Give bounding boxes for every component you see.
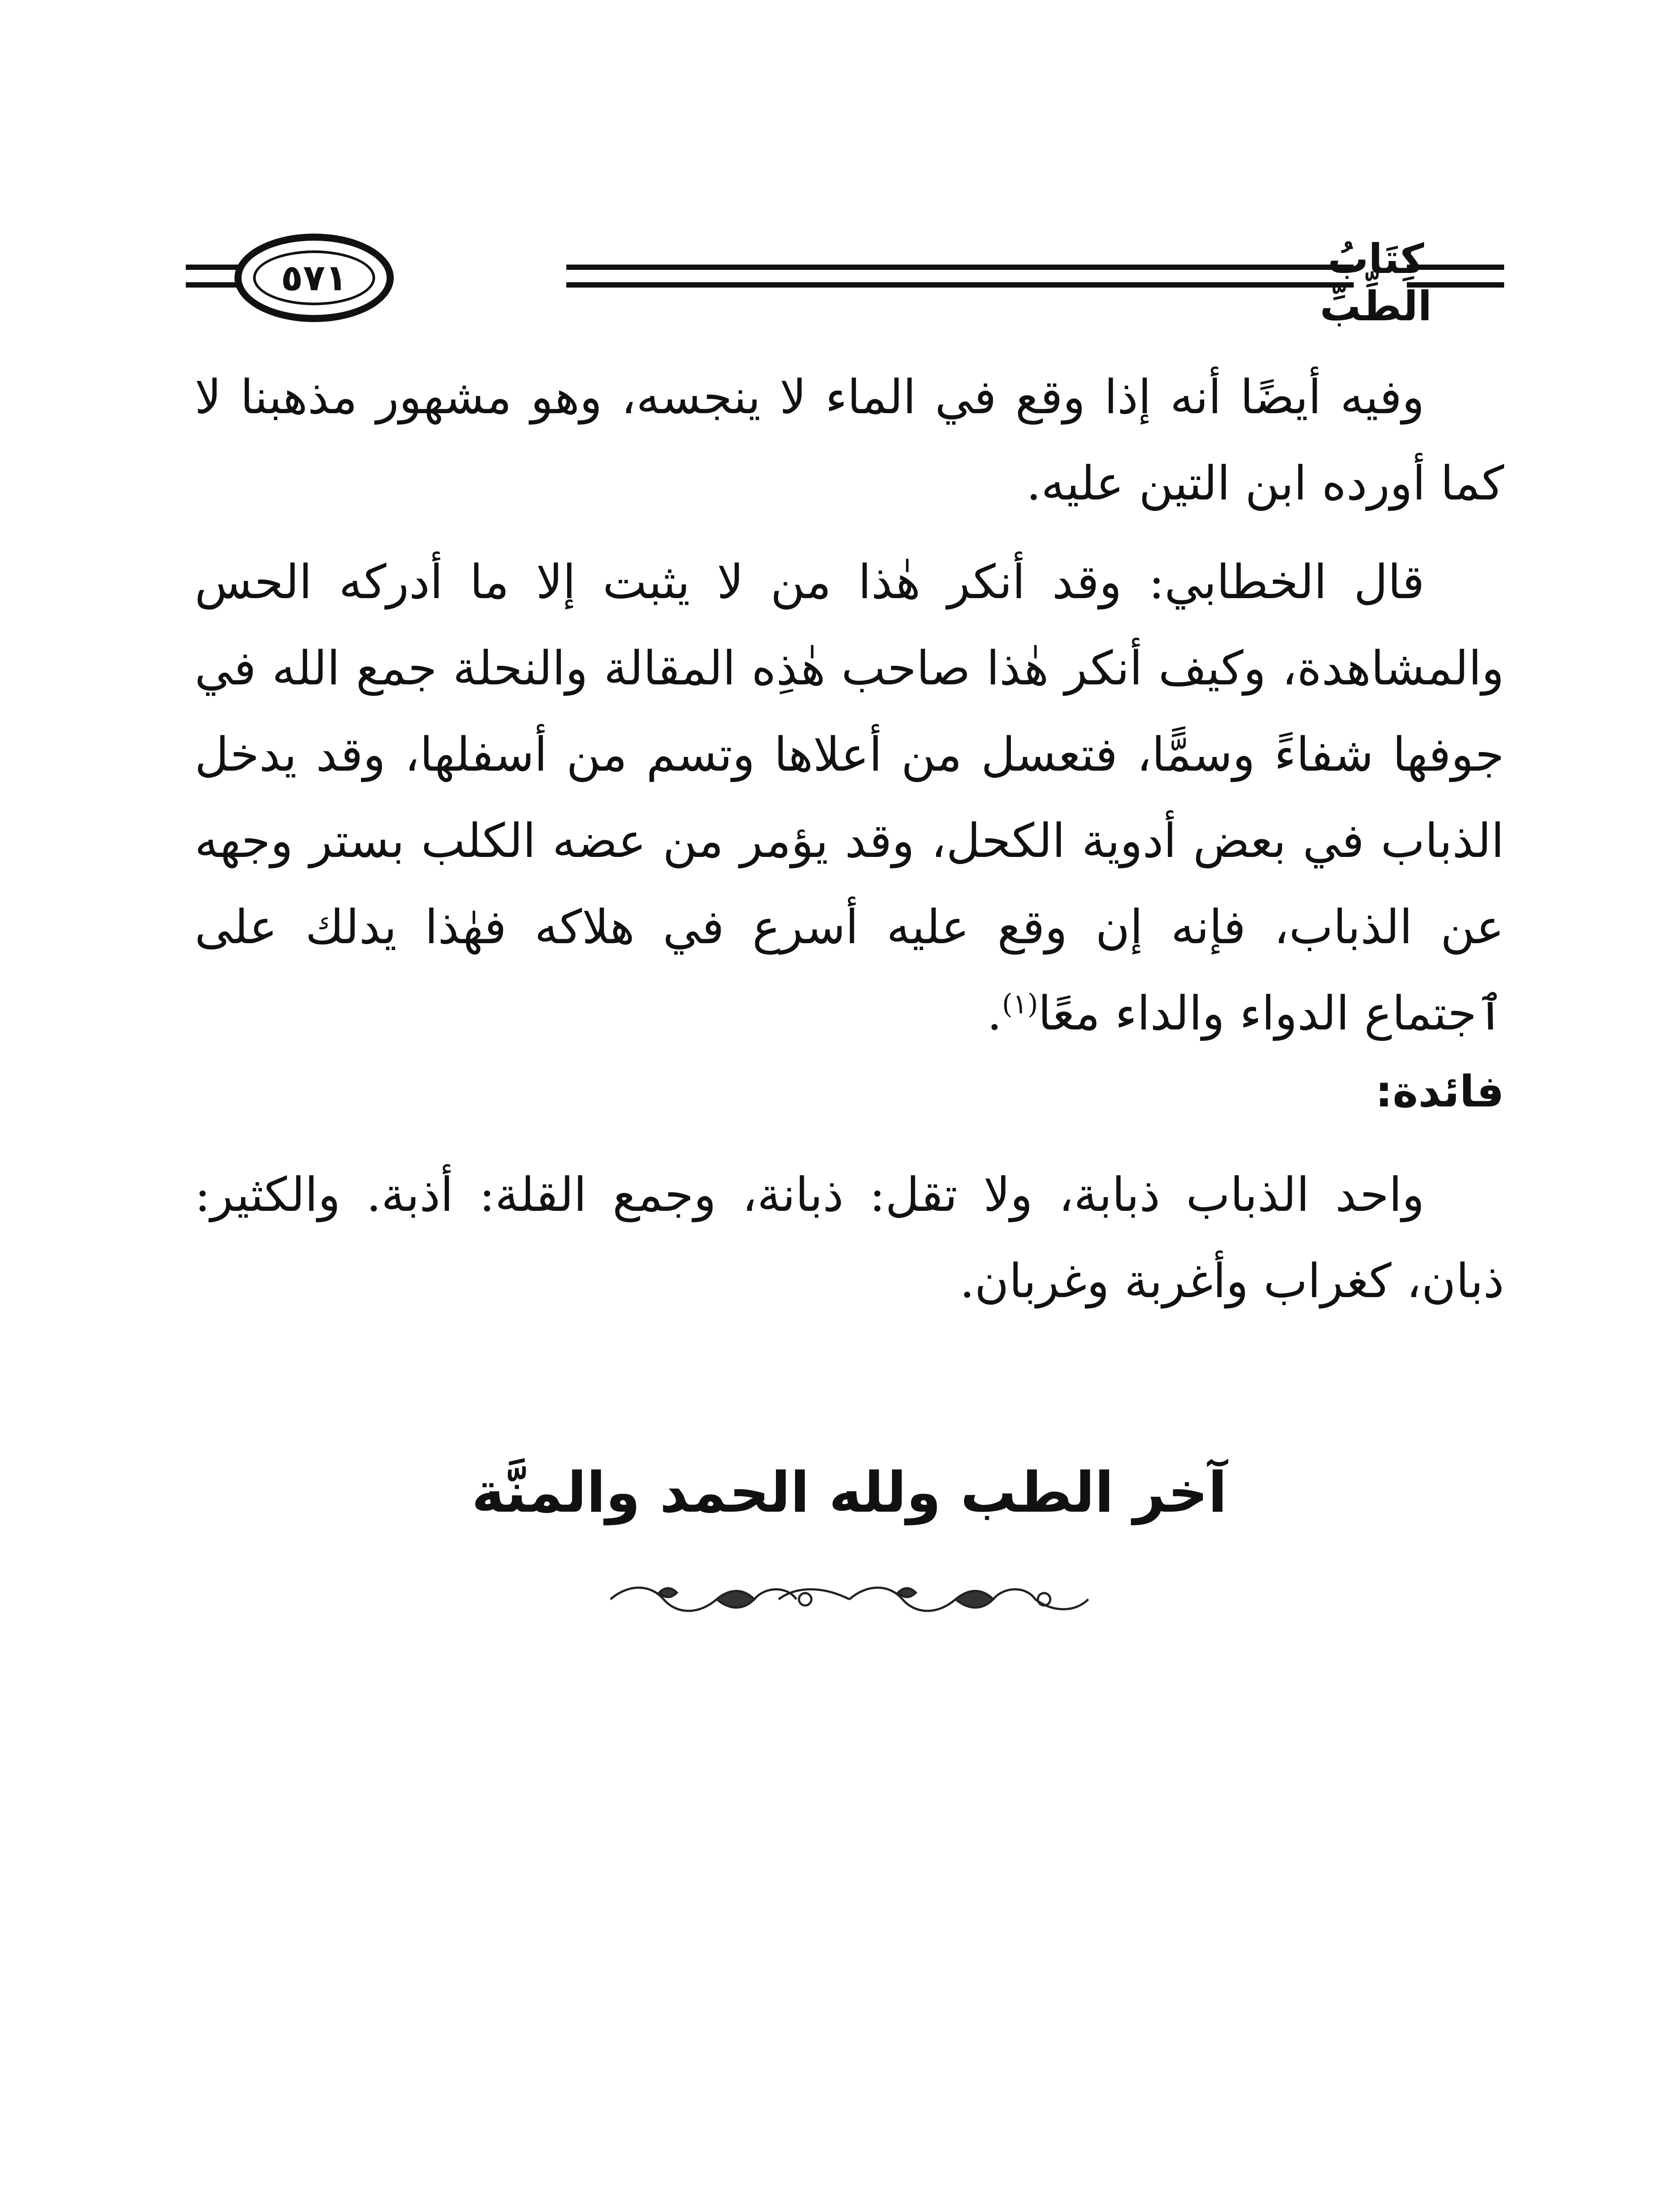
page-number: ٥٧١ [280, 257, 348, 299]
header-rule [566, 265, 1354, 270]
paragraph [195, 539, 1504, 1056]
paragraph-text: قال الخطابي: وقد أنكر هٰذا من لا يثبت إلا ما أدركه الحس والمشاهدة، وكيف أنكر هٰذا صاحب هٰذِه المقالة والنحلة جمع الله في جوفها شفاءً وسمًّا، فتعسل من أعلاها وتسم من أسفلها، وقد يدخل الذباب في بعض أدوية الكحل، وقد يؤمر من عضه الكلب بستر وجهه عن الذباب، فإنه إن وقع عليه أسرع في هلاكه فهٰذا يدلك على ٱجتماع الدواء والداء معًا [195, 555, 1504, 1041]
page-header [186, 230, 1504, 330]
footnote-reference: (١) [1002, 987, 1038, 1020]
paragraph: واحد الذباب ذبابة، ولا تقل: ذبانة، وجمع القلة: أذبة. والكثير: ذبان، كغراب وأغربة وغربان. [195, 1167, 1504, 1308]
closing-heading: آخر الطب ولله الحمد والمنَّة [472, 1460, 1227, 1525]
section-heading: فائدة: [1375, 1067, 1504, 1117]
header-rule [566, 282, 1354, 288]
running-title: كِتَابُ الطِّبِّ [1320, 235, 1432, 330]
main-text [195, 354, 1504, 1324]
paragraph: وفيه أيضًا أنه إذا وقع في الماء لا ينجسه، وهو مشهور مذهبنا لا كما أورده ابن التين عليه. [195, 370, 1504, 511]
paragraph-end: . [987, 986, 1002, 1041]
decorative-floral-divider-icon [602, 1579, 1097, 1619]
page-number-badge [234, 234, 394, 322]
